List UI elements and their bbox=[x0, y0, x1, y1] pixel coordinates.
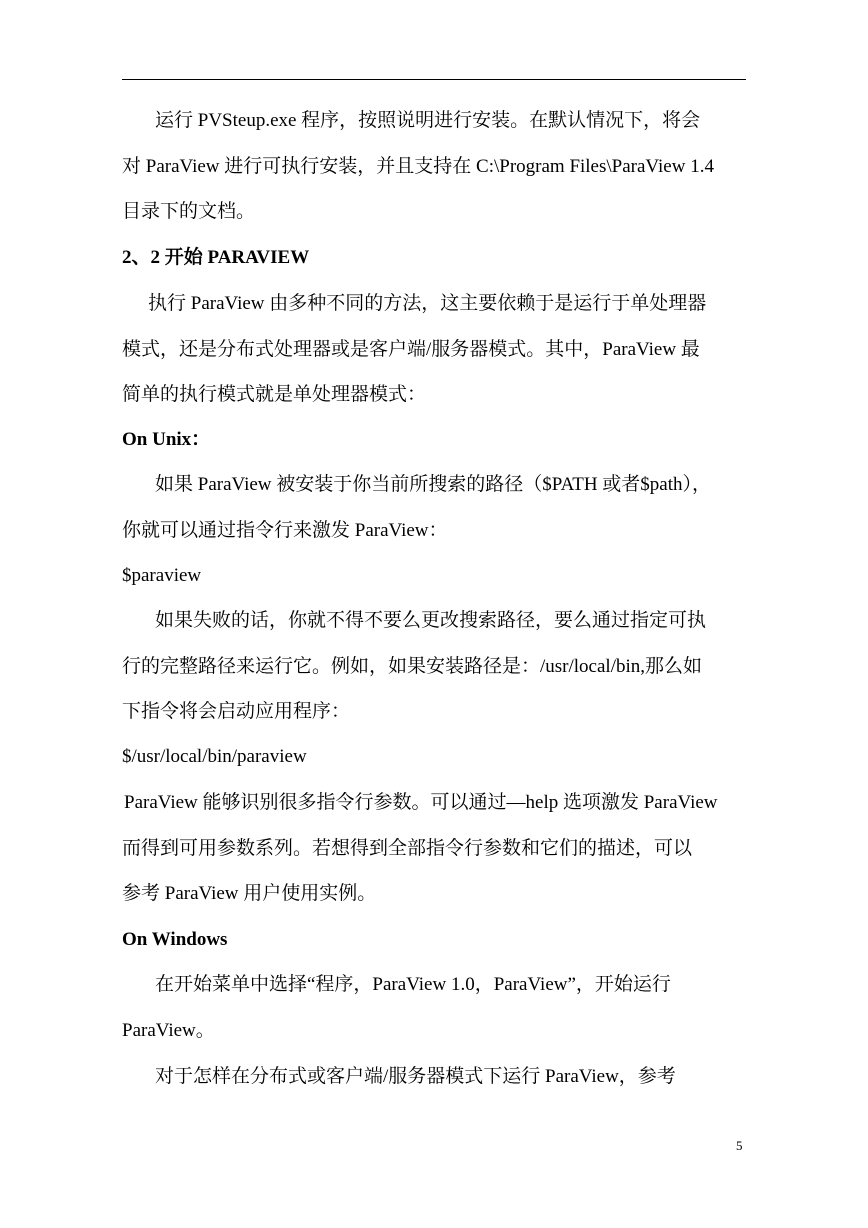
text-line: 简单的执行模式就是单处理器模式： bbox=[122, 384, 427, 405]
page-number: 5 bbox=[736, 1138, 743, 1153]
section-heading: 2、2 开始 PARAVIEW bbox=[122, 247, 310, 268]
text-line: 如果失败的话，你就不得不要么更改搜索路径，要么通过指定可执 bbox=[155, 610, 707, 631]
command-line: $/usr/local/bin/paraview bbox=[122, 746, 307, 767]
text-line: 如果 ParaView 被安装于你当前所搜索的路径（$PATH 或者$path）， bbox=[155, 474, 712, 495]
text-line: 运行 PVSteup.exe 程序，按照说明进行安装。在默认情况下，将会 bbox=[155, 110, 701, 131]
text-line: 你就可以通过指令行来激发 ParaView： bbox=[122, 520, 448, 541]
text-line: 行的完整路径来运行它。例如，如果安装路径是：/usr/local/bin,那么如 bbox=[122, 656, 703, 677]
text-line: 模式，还是分布式处理器或是客户端/服务器模式。其中，ParaView 最 bbox=[122, 339, 700, 360]
subheading-windows: On Windows bbox=[122, 929, 228, 950]
subheading-unix: On Unix： bbox=[122, 429, 211, 450]
text-line: 在开始菜单中选择“程序，ParaView 1.0，ParaView”，开始运行 bbox=[155, 974, 671, 995]
text-line: 执行 ParaView 由多种不同的方法，这主要依赖于是运行于单处理器 bbox=[148, 293, 707, 314]
text-line: 参考 ParaView 用户使用实例。 bbox=[122, 883, 377, 904]
command-line: $paraview bbox=[122, 565, 202, 586]
text-line: 而得到可用参数系列。若想得到全部指令行参数和它们的描述，可以 bbox=[122, 838, 693, 859]
text-line: 对于怎样在分布式或客户端/服务器模式下运行 ParaView，参考 bbox=[155, 1066, 676, 1087]
text-line: 对 ParaView 进行可执行安装，并且支持在 C:\Program Files\ParaView 1.4 bbox=[122, 156, 714, 177]
text-line: ParaView 能够识别很多指令行参数。可以通过—help 选项激发 ParaView bbox=[124, 792, 718, 813]
text-line: 下指令将会启动应用程序： bbox=[122, 701, 351, 722]
text-line: 目录下的文档。 bbox=[122, 201, 256, 222]
text-line: ParaView。 bbox=[122, 1020, 215, 1041]
header-rule bbox=[122, 79, 746, 80]
